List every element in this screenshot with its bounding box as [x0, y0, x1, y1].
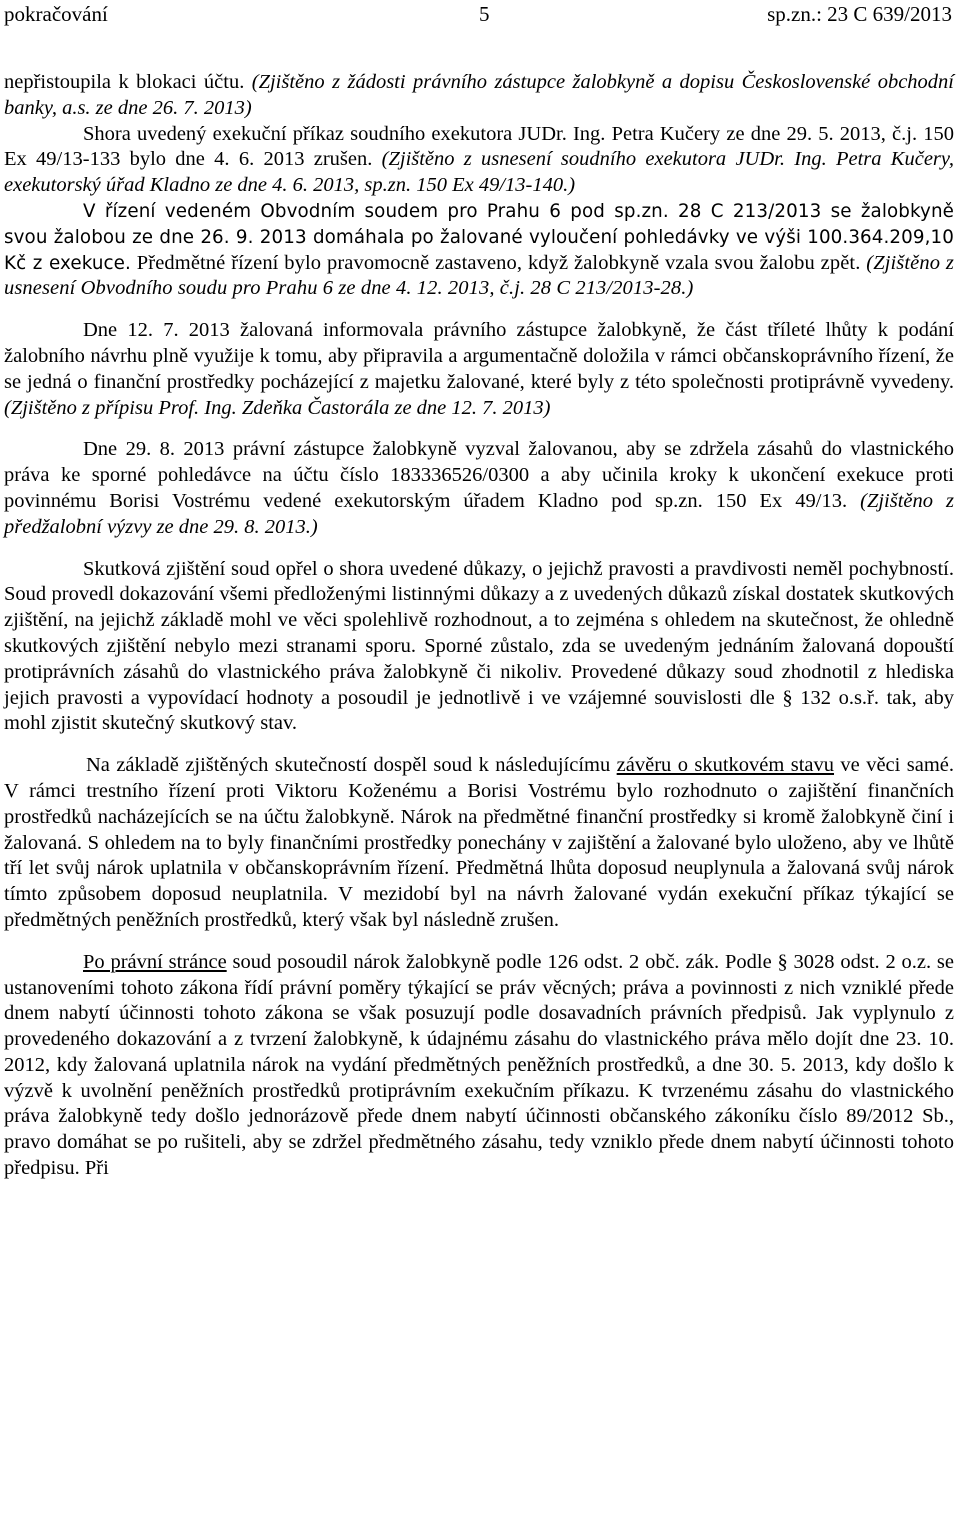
paragraph-3-text-2: Předmětné řízení bylo pravomocně zastaveno, když žalobkyně vzala svou žalobu zpět.	[130, 251, 867, 274]
header-continuation: pokračování	[4, 2, 108, 26]
skutkovy-stav-heading: závěru o skutkovém stavu	[616, 754, 835, 777]
paragraph-4-text: 2013 žalovaná informovala právního zástupce žalobkyně, že část tříleté lhůty k podání žalobního návrhu plně využije k tomu, aby připravila a argumentačně doložila v rámci občanskoprávního řízení, že se jedná o finanční prostředky pocházející z majetku žalované, které byly z této společnosti protiprávně vyvedeny.	[4, 319, 955, 393]
paragraph-7	[4, 753, 954, 934]
paragraph-4-date: Dne 12. 7.	[83, 319, 189, 342]
paragraph-2-finding: (Zjištěno z usnesení soudního exekutora JUDr. Ing. Petra Kučery, exekutorský úřad Kladno ze dne 4. 6. 2013, sp.zn. 150 Ex 49/13-140.)	[4, 148, 954, 197]
paragraph-3-text: V řízení vedeném Obvodním soudem pro Prahu 6 pod sp.zn. 28 C 213/2013 se žalobkyně svou žalobou ze dne 26. 9. 2013 domáhala po žalované vyloučení pohledávky ve výši 100.364.209,10 Kč z exekuce.	[4, 200, 954, 274]
paragraph-8	[4, 950, 954, 1182]
pravni-stranka-heading: Po právní stránce	[83, 950, 227, 973]
page-header	[4, 2, 952, 30]
paragraph-8-text: soud posoudil nárok žalobkyně podle 126 odst. 2 obč. zák. Podle § 3028 odst. 2 o.z. se ustanoveními tohoto zákona řídí právní poměry týkající se práv věcných; práva a povinnosti z nich vzniklé přede dnem nabytí účinnosti tohoto zákona se však posuzují podle dosavadních právních předpisů. Jak vyplynulo z provedeného dokazování a z tvrzení žalobkyně, k údajnému zásahu do vlastnického práva mělo dojít dne 23. 10. 2012, kdy žalovaná uplatnila nárok na vydání předmětných peněžních prostředků, a dne 30. 5. 2013, kdy došlo k výzvě k uvolnění peněžních prostředků protiprávním exekučním příkazu. K tvrzenému zásahu do vlastnického práva žalobkyně tedy došlo jednorázově přede dnem nabytí účinnosti občanského zákoníku číslo 89/2012 Sb., pravo domáhat se po rušiteli, aby se zdržel předmětného zásahu, tedy vzniklo přede dnem nabytí účinnosti tohoto předpisu. Při	[4, 950, 954, 1180]
paragraph-3	[4, 199, 954, 302]
paragraph-4	[4, 318, 954, 421]
paragraph-5-text: Dne 29. 8. 2013 právní zástupce žalobkyně vyzval žalovanou, aby se zdržela zásahů do vlastnického práva ke sporné pohledávce na účtu číslo 183336526/0300 a aby učinila kroky k ukončení exekuce proti povinnému Borisi Vostrému vedené exekutorským úřadem Kladno pod sp.zn. 150 Ex 49/13.	[4, 438, 954, 512]
header-page-number: 5	[479, 2, 490, 26]
header-case-reference: sp.zn.: 23 C 639/2013	[767, 2, 952, 26]
paragraph-6: Skutková zjištění soud opřel o shora uvedené důkazy, o jejichž pravosti a pravdivosti neměl pochybností. Soud provedl dokazování všemi předloženými listinnými důkazy a z uvedených důkazů získal dostatek skutkových zjištění, na jejichž základě mohl ve věci spolehlivě rozhodnout, a to zejména s ohledem na skutečnost, že ohledně skutkových zjištění nebylo mezi stranami sporu. Sporné zůstalo, zda se uvedeným jednáním žalovaná dopouští protiprávních zásahů do vlastnického práva žalobkyně či nikoliv. Provedené důkazy soud zhodnotil z hlediska jejich pravosti a vypovídací hodnoty a posoudil je jednotlivě i ve vzájemné souvislosti dle § 132 o.s.ř. tak, aby mohl zjistit skutečný skutkový stav.	[4, 557, 954, 735]
paragraph-5-finding: (Zjištěno z předžalobní výzvy ze dne 29. 8. 2013.)	[4, 489, 954, 538]
paragraph-7-text: Na základě zjištěných skutečností dospěl soud k následujícímu	[86, 754, 617, 777]
document-body	[4, 70, 954, 1182]
paragraph-1-finding: (Zjištěno z žádosti právního zástupce žalobkyně a dopisu Československé obchodní banky, a.s. ze dne 26. 7. 2013)	[4, 71, 954, 119]
paragraph-2-text: Shora uvedený exekuční příkaz soudního exekutora JUDr. Ing. Petra Kučery ze dne 29. 5. 2013, č.j. 150 Ex 49/13-133 bylo dne 4. 6. 2013 zrušen.	[4, 122, 954, 171]
paragraph-3-finding: (Zjištěno z usnesení Obvodního soudu pro Prahu 6 ze dne 4. 12. 2013, č.j. 28 C 213/2013-28.)	[4, 251, 954, 300]
paragraph-2	[4, 122, 954, 199]
paragraph-5	[4, 437, 954, 540]
paragraph-7-text-2: ve věci samé. V rámci trestního řízení proti Viktoru Koženému a Borisi Vostrému bylo rozhodnuto o zajištění finančních prostředků nacházejících se na účtu žalobkyně. Nárok na předmětné finanční prostředky si kromě žalobkyně činí i žalovaná. S ohledem na to byly finančními prostředky ponechány v zajištění a žalované bylo uloženo, aby ve lhůtě tří let svůj nárok uplatnila v občanskoprávním řízení. Předmětná lhůta doposud neuplynula a žalovaná svůj nárok tímto způsobem doposud neuplatnila. V mezidobí byl na návrh žalované vydán exekuční příkaz týkající se předmětných peněžních prostředků, který však byl následně zrušen.	[4, 754, 954, 931]
paragraph-4-finding: (Zjištěno z přípisu Prof. Ing. Zdeňka Častorála ze dne 12. 7. 2013)	[4, 396, 551, 419]
paragraph-1-text: nepřistoupila k blokaci účtu.	[4, 71, 252, 93]
paragraph-1	[4, 70, 954, 122]
